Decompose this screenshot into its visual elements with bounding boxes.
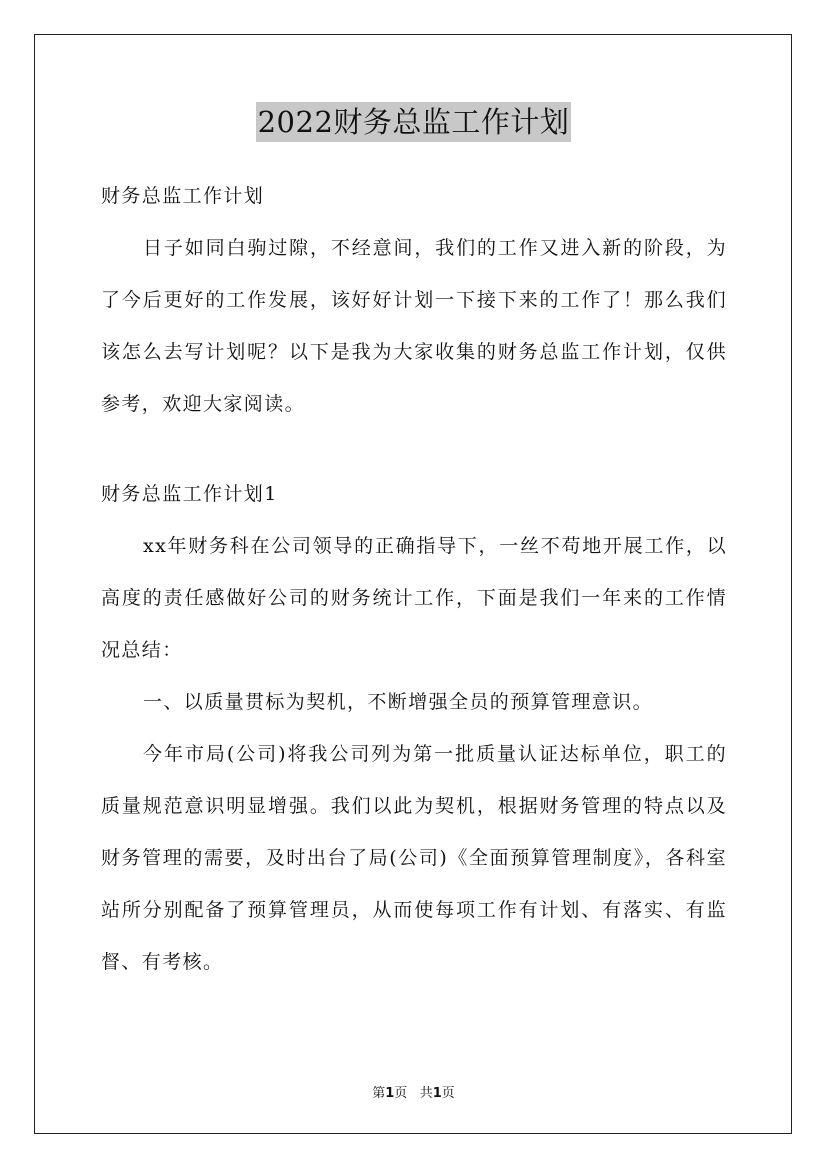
total-prefix: 共: [419, 1086, 433, 1101]
body-paragraph: xx年财务科在公司领导的正确指导下，一丝不苟地开展工作，以高度的责任感做好公司的财务统计工作，下面是我们一年来的工作情况总结：: [101, 535, 727, 661]
body-paragraph: 今年市局(公司)将我公司列为第一批质量认证达标单位，职工的质量规范意识明显增强。我们以此为契机，根据财务管理的特点以及财务管理的需要，及时出台了局(公司)《全面预算管理制度》，各科室站所分别配备了预算管理员，从而使每项工作有计划、有落实、有监督、有考核。: [101, 743, 727, 973]
paragraph-gap: [101, 430, 727, 468]
title-container: [0, 102, 827, 142]
page-total: 1: [432, 1086, 442, 1101]
page-current: 1: [385, 1086, 395, 1101]
document-body: [101, 170, 727, 988]
intro-paragraph: 日子如同白驹过隙，不经意间，我们的工作又进入新的阶段，为了今后更好的工作发展，该好好计划一下接下来的工作了！那么我们该怎么去写计划呢？以下是我为大家收集的财务总监工作计划，仅供参考，欢迎大家阅读。: [101, 237, 727, 415]
page-suffix: 页: [394, 1086, 408, 1101]
document-title: 2022财务总监工作计划: [256, 102, 572, 142]
section-heading: 财务总监工作计划: [101, 185, 265, 207]
subsection-heading: 一、以质量贯标为契机，不断增强全员的预算管理意识。: [143, 691, 654, 713]
page-prefix: 第: [372, 1086, 386, 1101]
total-suffix: 页: [441, 1086, 455, 1101]
section-heading: 财务总监工作计划1: [101, 483, 278, 505]
page-footer: [0, 1086, 827, 1102]
